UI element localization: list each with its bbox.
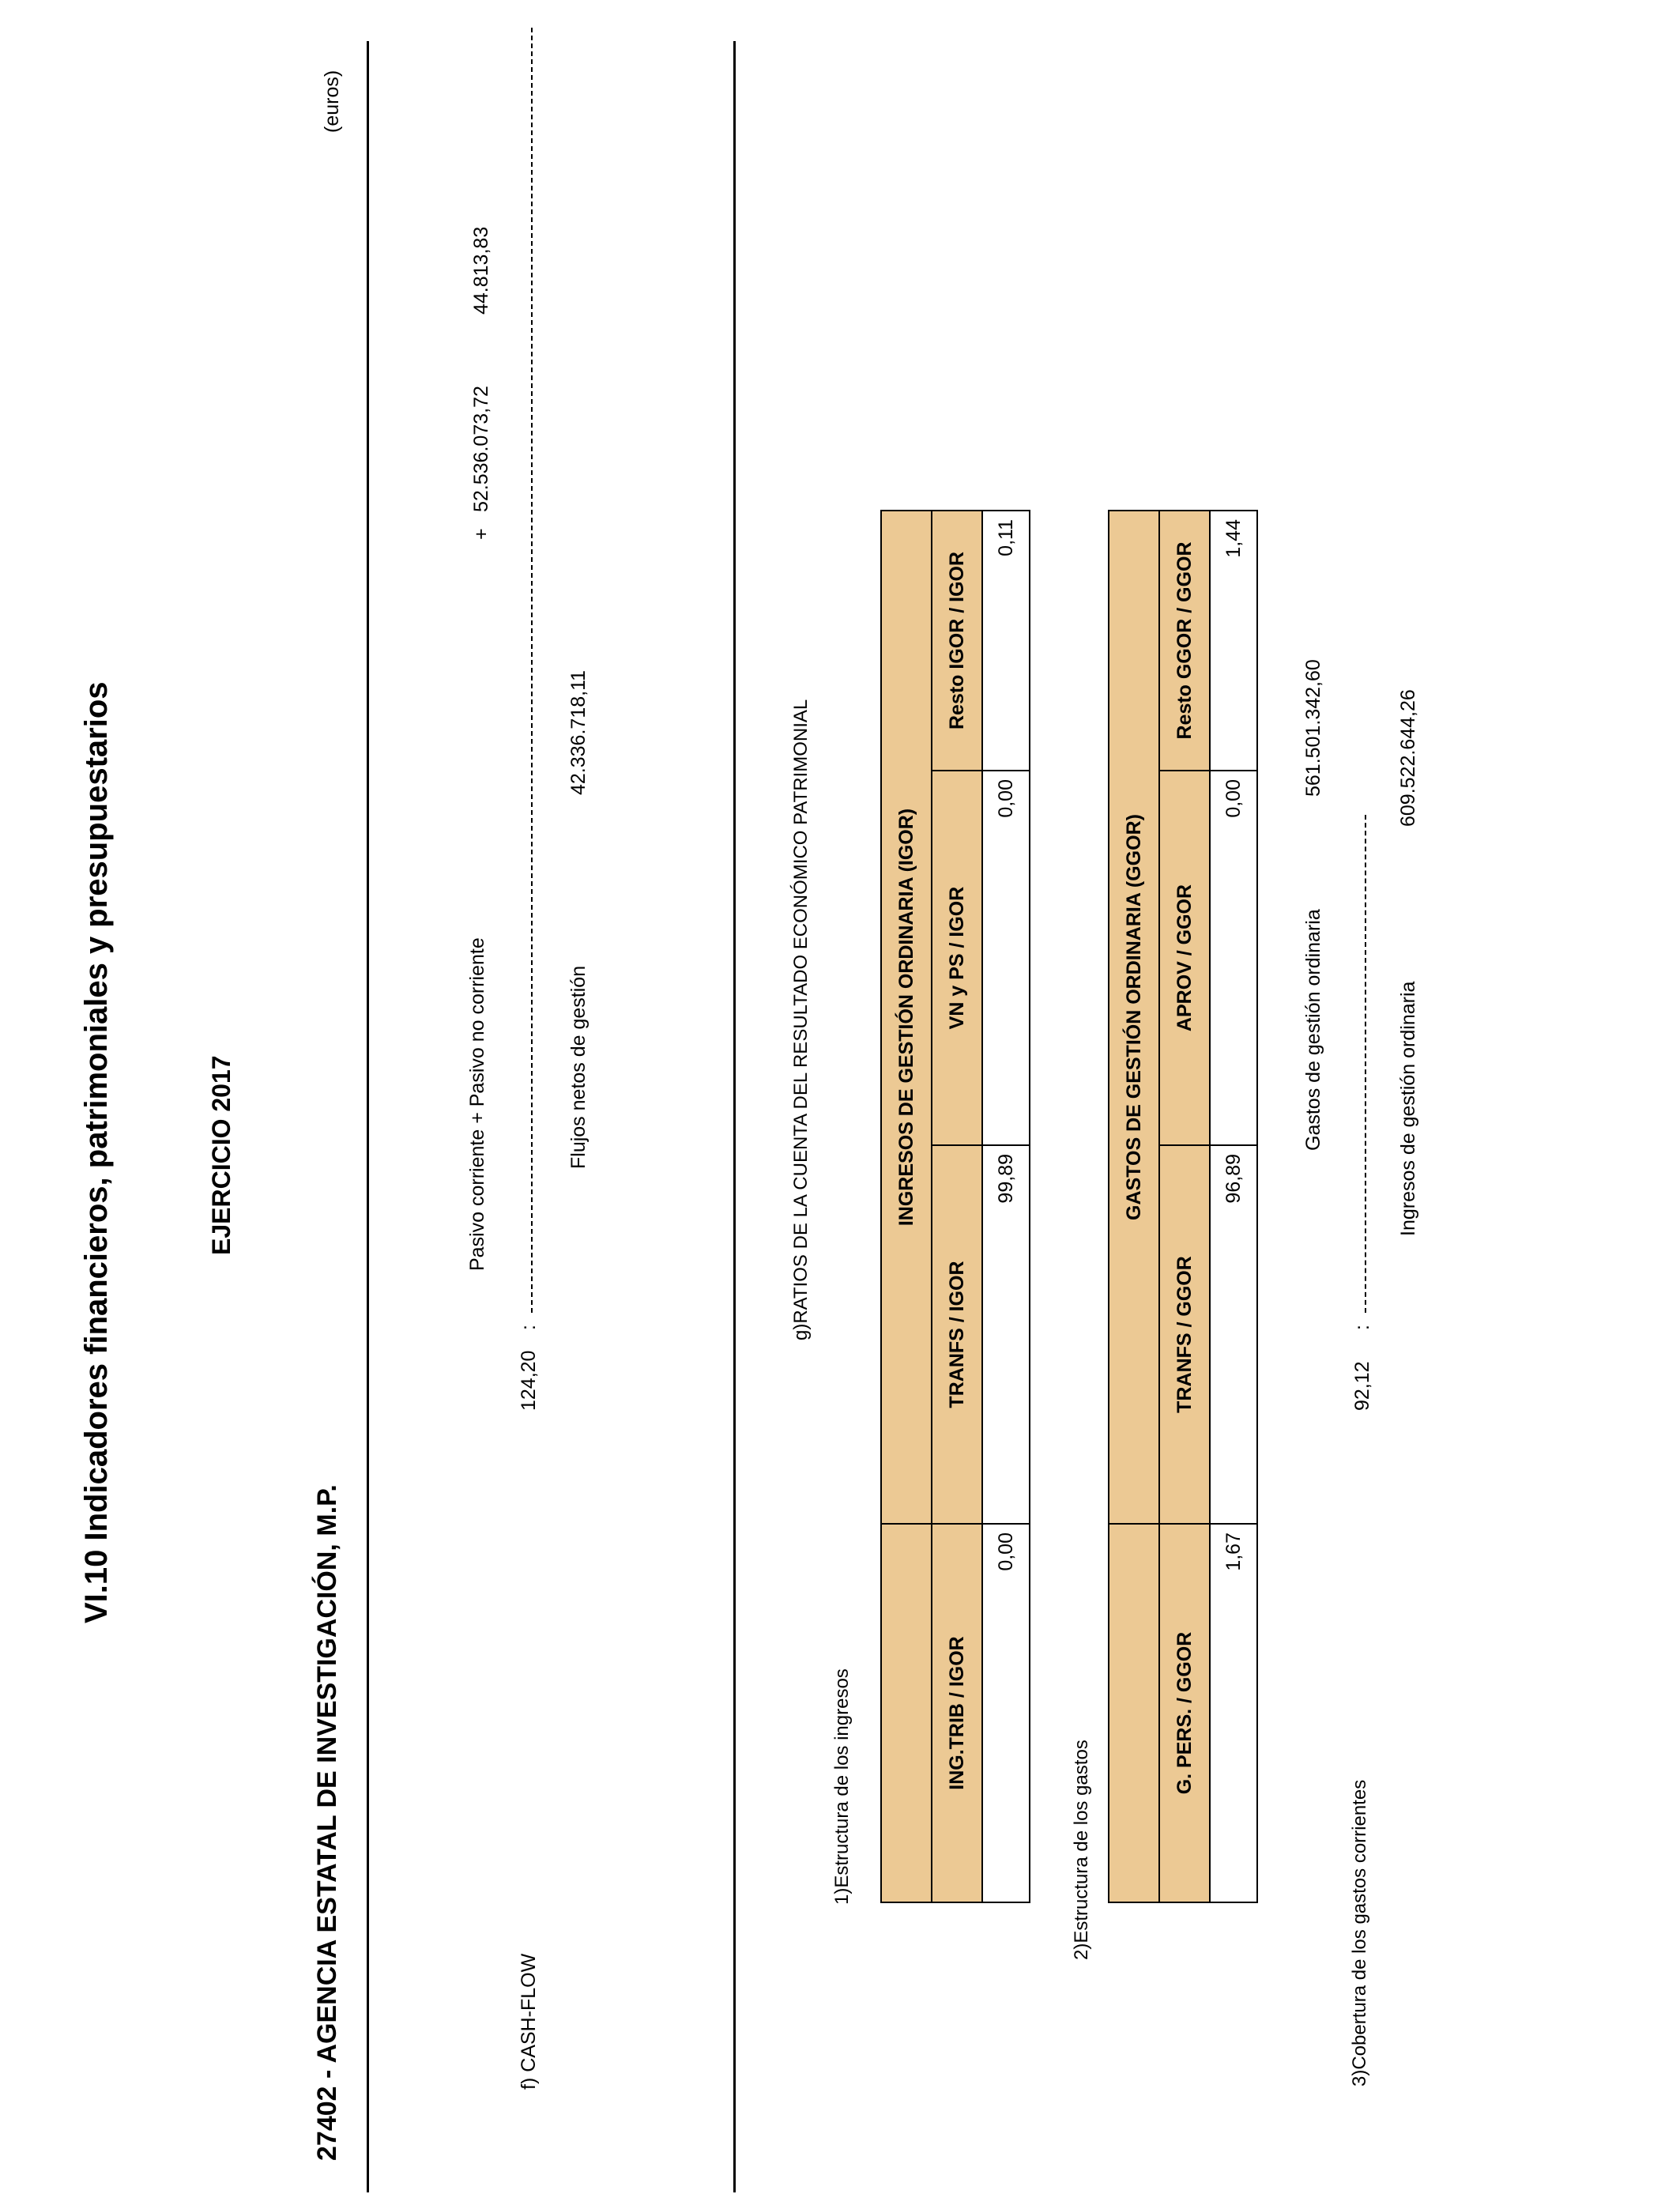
cashflow-fraction-line bbox=[531, 28, 533, 1313]
expense-ratios-table bbox=[1108, 510, 1258, 1903]
income-col-header: ING.TRIB / IGOR bbox=[932, 1524, 982, 1902]
entity-name: 27402 - AGENCIA ESTATAL DE INVESTIGACIÓN, M.P. bbox=[312, 1484, 342, 2161]
income-ratio-value: 0,00 bbox=[982, 1524, 1030, 1902]
cashflow-numerator-value-2: 44.813,83 bbox=[470, 226, 492, 315]
expense-col-header: Resto GGOR / GGOR bbox=[1159, 511, 1210, 771]
cashflow-colon: : bbox=[518, 1325, 540, 1330]
coverage-result: 92,12 bbox=[1351, 1361, 1373, 1411]
coverage-numerator-value: 561.501.342,60 bbox=[1302, 659, 1324, 797]
expense-ratio-value: 96,89 bbox=[1210, 1145, 1257, 1524]
cashflow-numerator-value-1: 52.536.073,72 bbox=[470, 386, 492, 512]
income-structure-label: 1)Estructura de los ingresos bbox=[831, 1668, 853, 1905]
income-header-band-blank bbox=[881, 1524, 932, 1902]
income-ratios-table bbox=[880, 510, 1030, 1903]
cashflow-numerator-label: Pasivo corriente + Pasivo no corriente bbox=[466, 937, 488, 1271]
expense-ratio-value: 1,67 bbox=[1210, 1524, 1257, 1902]
coverage-fraction-line bbox=[1365, 815, 1366, 1313]
income-col-header: VN y PS / IGOR bbox=[932, 771, 982, 1145]
expense-col-header: TRANFS / GGOR bbox=[1159, 1145, 1210, 1524]
income-caption: INGRESOS DE GESTIÓN ORDINARIA (IGOR) bbox=[881, 511, 932, 1524]
coverage-denominator-value: 609.522.644,26 bbox=[1397, 689, 1419, 827]
ratios-section-title: g)RATIOS DE LA CUENTA DEL RESULTADO ECONÓMICO PATRIMONIAL bbox=[790, 699, 812, 1340]
income-col-header: TRANFS / IGOR bbox=[932, 1145, 982, 1524]
coverage-label: 3)Cobertura de los gastos corrientes bbox=[1349, 1779, 1370, 2087]
top-rule bbox=[367, 41, 369, 2192]
cashflow-denominator-value: 42.336.718,11 bbox=[567, 669, 590, 795]
fiscal-year: EJERCICIO 2017 bbox=[207, 1055, 235, 1255]
bottom-rule bbox=[733, 41, 736, 2192]
expense-structure-label: 2)Estructura de los gastos bbox=[1071, 1740, 1092, 1960]
expense-col-header: G. PERS. / GGOR bbox=[1159, 1524, 1210, 1902]
expense-header-band-blank bbox=[1109, 1524, 1159, 1902]
coverage-numerator-label: Gastos de gestión ordinaria bbox=[1302, 909, 1324, 1151]
income-col-header: Resto IGOR / IGOR bbox=[932, 511, 982, 771]
cashflow-label: f) CASH-FLOW bbox=[518, 1953, 540, 2090]
income-ratio-value: 0,11 bbox=[982, 511, 1030, 771]
cashflow-plus-sign: + bbox=[470, 528, 492, 540]
currency-unit: (euros) bbox=[321, 70, 343, 133]
expense-ratio-value: 0,00 bbox=[1210, 771, 1257, 1145]
expense-col-header: APROV / GGOR bbox=[1159, 771, 1210, 1145]
cashflow-result: 124,20 bbox=[518, 1350, 540, 1411]
report-title: VI.10 Indicadores financieros, patrimoniales y presupuestarios bbox=[79, 681, 114, 1623]
income-ratio-value: 0,00 bbox=[982, 771, 1030, 1145]
coverage-colon: : bbox=[1351, 1325, 1373, 1330]
expense-caption: GASTOS DE GESTIÓN ORDINARIA (GGOR) bbox=[1109, 511, 1159, 1524]
expense-ratio-value: 1,44 bbox=[1210, 511, 1257, 771]
coverage-denominator-label: Ingresos de gestión ordinaria bbox=[1397, 981, 1419, 1236]
income-ratio-value: 99,89 bbox=[982, 1145, 1030, 1524]
cashflow-denominator-label: Flujos netos de gestión bbox=[567, 965, 590, 1169]
